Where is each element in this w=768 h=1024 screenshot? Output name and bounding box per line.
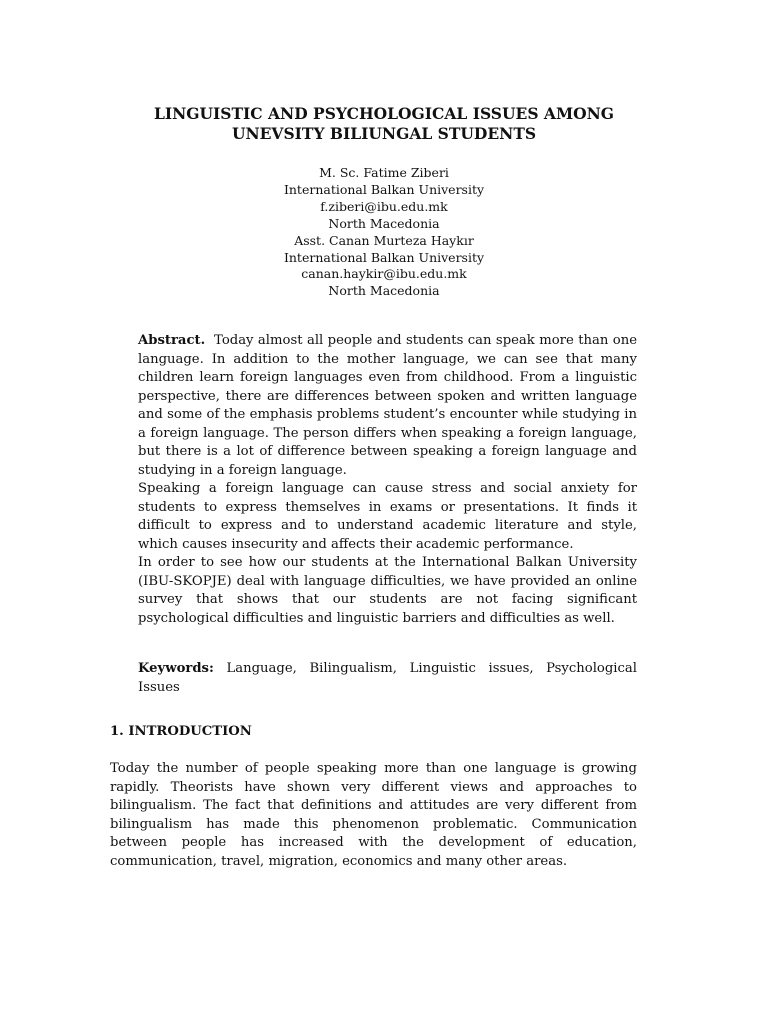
keywords-text: Language, Bilingualism, Linguistic issues, Psychological Issues <box>138 661 637 695</box>
author-affiliation: International Balkan University <box>283 249 485 265</box>
author-country: North Macedonia <box>328 283 440 299</box>
abstract <box>138 332 637 628</box>
section-heading: 1. INTRODUCTION <box>110 724 252 739</box>
title-line-1: LINGUISTIC AND PSYCHOLOGICAL ISSUES AMONG <box>153 104 615 123</box>
author-email: canan.haykir@ibu.edu.mk <box>301 266 467 282</box>
abstract-paragraph-2: Speaking a foreign language can cause stress and social anxiety for students to express themselves in exams or presentations. It finds it difficult to express and to understand academic literature and style, which causes insecurity and affects their academic performance. <box>138 481 637 552</box>
author-name: M. Sc. Fatime Ziberi <box>319 165 449 180</box>
author-email: f.ziberi@ibu.edu.mk <box>320 198 448 214</box>
abstract-paragraph-3: In order to see how our students at the International Balkan University (IBU-SKOPJE) deal with language difficulties, we have provided an online survey that shows that our students are not facing significant psychological difficulties and linguistic barriers and difficulties as well. <box>138 555 637 626</box>
keywords <box>138 660 637 697</box>
author-block <box>110 165 658 300</box>
author-affiliation: International Balkan University <box>283 181 485 197</box>
author-name: Asst. Canan Murteza Haykır <box>294 232 474 248</box>
author-country: North Macedonia <box>328 215 440 231</box>
abstract-label: Abstract. <box>138 333 206 348</box>
paper-title <box>110 104 658 144</box>
introduction-paragraph: Today the number of people speaking more than one language is growing rapidly. Theorists have shown very different views and approaches to bilingualism. The fact that definitions and attitudes are very different from bilingualism has made this phenomenon problematic. Communication between people has increased with the development of education, communication, travel, migration, economics and many other areas. <box>110 761 637 869</box>
abstract-paragraph-1 <box>138 332 637 480</box>
keywords-label: Keywords: <box>138 661 214 676</box>
title-line-2: UNEVSITY BILIUNGAL STUDENTS <box>231 124 537 143</box>
abstract-text-1: Today almost all people and students can speak more than one language. In addition to the mother language, we can see that many children learn foreign languages even from childhood. From a linguistic perspective, there are differences between spoken and written language and some of the emphasis problems student’s encounter while studying in a foreign language. The person differs when speaking a foreign language, but there is a lot of difference between speaking a foreign language and studying in a foreign language. <box>138 333 637 478</box>
